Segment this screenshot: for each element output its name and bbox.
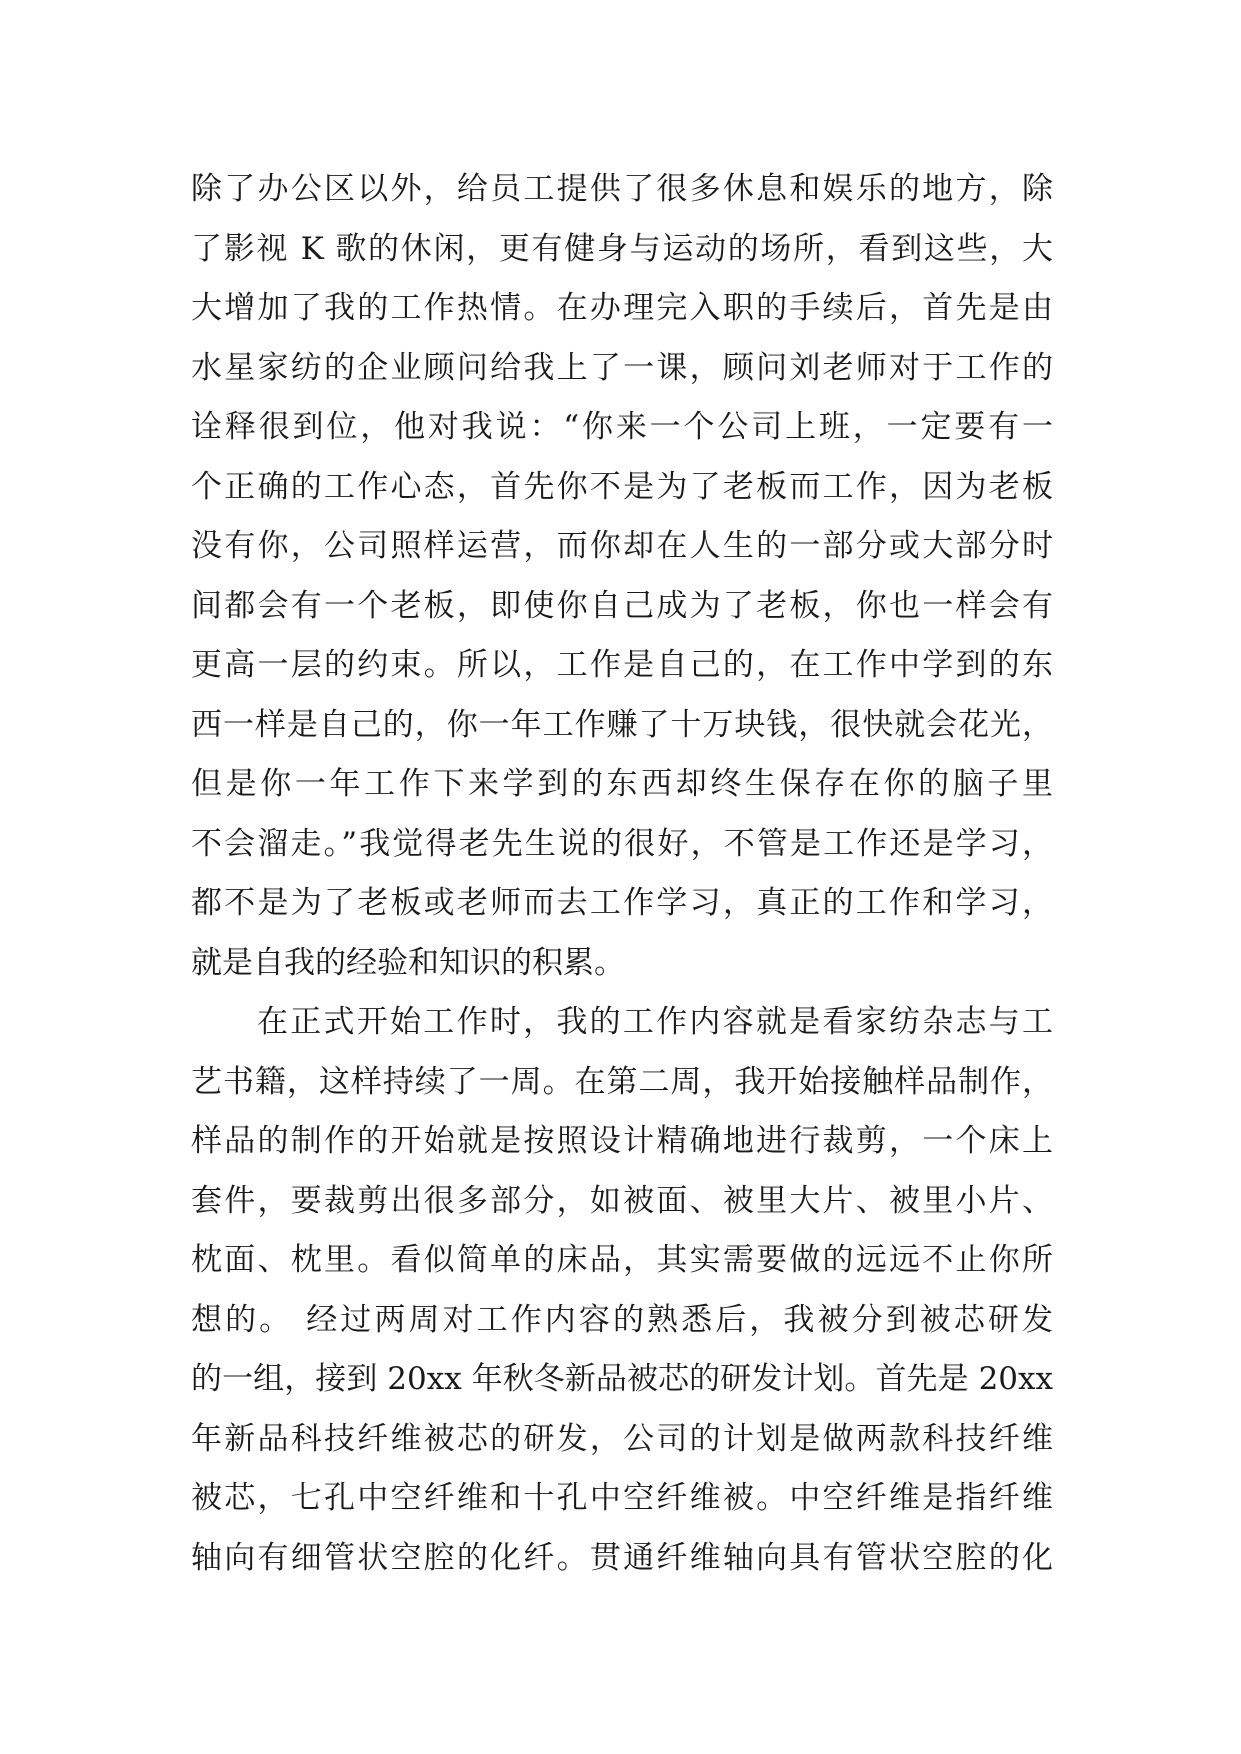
paragraph-end-line: 就是自我的经验和知识的积累。 [191, 944, 625, 981]
text-line: 不会溜走。”我觉得老先生说的很好，不管是工作还是学习， [191, 825, 1053, 862]
text-line: 没有你，公司照样运营，而你却在人生的一部分或大部分时 [191, 528, 1053, 564]
text-line: 想的。 经过两周对工作内容的熟悉后，我被分到被芯研发 [191, 1301, 1053, 1338]
text-line: 更高一层的约束。所以，工作是自己的，在工作中学到的东 [191, 647, 1053, 683]
text-line: 被芯，七孔中空纤维和十孔中空纤维被。中空纤维是指纤维 [191, 1480, 1053, 1516]
text-line: 水星家纺的企业顾问给我上了一课，顾问刘老师对于工作的 [191, 349, 1053, 386]
text-line: 枕面、枕里。看似简单的床品，其实需要做的远远不止你所 [191, 1242, 1053, 1278]
paragraph-start-line: 在正式开始工作时，我的工作内容就是看家纺杂志与工 [257, 1004, 1053, 1040]
body-text [191, 160, 1053, 1588]
text-line: 轴向有细管状空腔的化纤。贯通纤维轴向具有管状空腔的化 [191, 1539, 1053, 1576]
text-line: 个正确的工作心态，首先你不是为了老板而工作，因为老板 [191, 468, 1053, 505]
text-line: 艺书籍，这样持续了一周。在第二周，我开始接触样品制作， [191, 1063, 1053, 1100]
text-line: 间都会有一个老板，即使你自己成为了老板，你也一样会有 [191, 587, 1053, 624]
text-line: 诠释很到位，他对我说：“你来一个公司上班，一定要有一 [191, 409, 1053, 445]
text-line: 年新品科技纤维被芯的研发，公司的计划是做两款科技纤维 [191, 1420, 1053, 1457]
text-line: 但是你一年工作下来学到的东西却终生保存在你的脑子里 [191, 766, 1053, 802]
text-line: 都不是为了老板或老师而去工作学习，真正的工作和学习， [191, 885, 1053, 921]
text-line: 的一组，接到 20xx 年秋冬新品被芯的研发计划。首先是 20xx [191, 1361, 1053, 1397]
text-line: 除了办公区以外，给员工提供了很多休息和娱乐的地方，除 [191, 171, 1053, 207]
text-line: 大增加了我的工作热情。在办理完入职的手续后，首先是由 [191, 290, 1053, 326]
text-line: 样品的制作的开始就是按照设计精确地进行裁剪，一个床上 [191, 1123, 1053, 1159]
text-line: 西一样是自己的，你一年工作赚了十万块钱，很快就会花光， [191, 706, 1053, 743]
text-line: 套件，要裁剪出很多部分，如被面、被里大片、被里小片、 [191, 1182, 1053, 1219]
text-line: 了影视 K 歌的休闲，更有健身与运动的场所，看到这些，大 [191, 230, 1053, 267]
